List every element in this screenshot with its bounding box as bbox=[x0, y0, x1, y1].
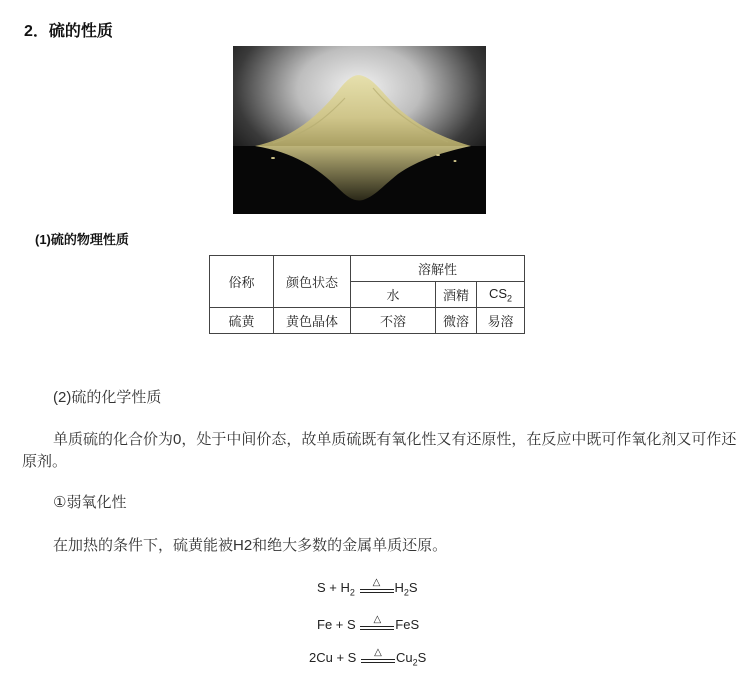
equation-fe-s bbox=[317, 613, 420, 633]
eq1-right: H bbox=[394, 580, 404, 595]
header-common-name: 俗称 bbox=[210, 256, 274, 308]
heating-paragraph: 在加热的条件下，硫黄能被H2和绝大多数的金属单质还原。 bbox=[53, 537, 448, 554]
heating-condition-arrow bbox=[360, 576, 394, 596]
sulfur-physical-properties-table bbox=[209, 255, 525, 334]
valence-paragraph: 单质硫的化合价为0，处于中间价态，故单质硫既有氧化性又有还原性，在反应中既可作氧化剂又可作还原剂。 bbox=[22, 431, 737, 470]
sulfur-powder-photo bbox=[233, 46, 486, 214]
cs2-subscript: 2 bbox=[507, 293, 513, 304]
col-alcohol: 酒精 bbox=[436, 282, 477, 308]
heat-triangle-icon: △ bbox=[374, 646, 382, 658]
cell-alcohol: 微溶 bbox=[436, 308, 477, 334]
header-solubility: 溶解性 bbox=[351, 256, 525, 282]
eq1-right-tail: S bbox=[408, 580, 418, 595]
clipped-top-text bbox=[336, 0, 340, 5]
physical-properties-heading: (1)硫的物理性质 bbox=[35, 232, 129, 247]
col-water: 水 bbox=[351, 282, 436, 308]
cs2-base: CS bbox=[488, 285, 508, 301]
cell-color: 黄色晶体 bbox=[274, 308, 351, 334]
cell-cs2: 易溶 bbox=[477, 308, 525, 334]
heat-triangle-icon: △ bbox=[373, 613, 382, 625]
col-cs2 bbox=[477, 282, 525, 308]
eq3-right-tail: S bbox=[417, 650, 427, 665]
equation-cu-s bbox=[309, 646, 427, 668]
cell-water: 不溶 bbox=[351, 308, 436, 334]
eq3-right-sub: 2 bbox=[412, 657, 418, 668]
equation-s-h2 bbox=[317, 576, 418, 598]
eq1-right-sub: 2 bbox=[403, 587, 409, 598]
heating-condition-arrow bbox=[360, 613, 394, 633]
heating-condition-arrow bbox=[361, 646, 395, 666]
eq3-left: 2Cu + S bbox=[309, 650, 357, 665]
eq1-left: S + H bbox=[317, 580, 350, 595]
eq1-left-sub: 2 bbox=[349, 587, 355, 598]
eq3-right: Cu bbox=[395, 650, 413, 665]
header-color-state: 颜色状态 bbox=[274, 256, 351, 308]
chemical-properties-heading: (2)硫的化学性质 bbox=[53, 389, 162, 406]
weak-oxidation-heading: ①弱氧化性 bbox=[53, 494, 127, 511]
heat-triangle-icon: △ bbox=[372, 576, 381, 588]
sulfur-pile-image bbox=[233, 46, 486, 214]
cell-name: 硫黄 bbox=[210, 308, 274, 334]
eq2-left: Fe + S bbox=[317, 617, 356, 632]
eq2-right: FeS bbox=[395, 617, 420, 632]
section-heading: 2．硫的性质 bbox=[24, 23, 113, 40]
